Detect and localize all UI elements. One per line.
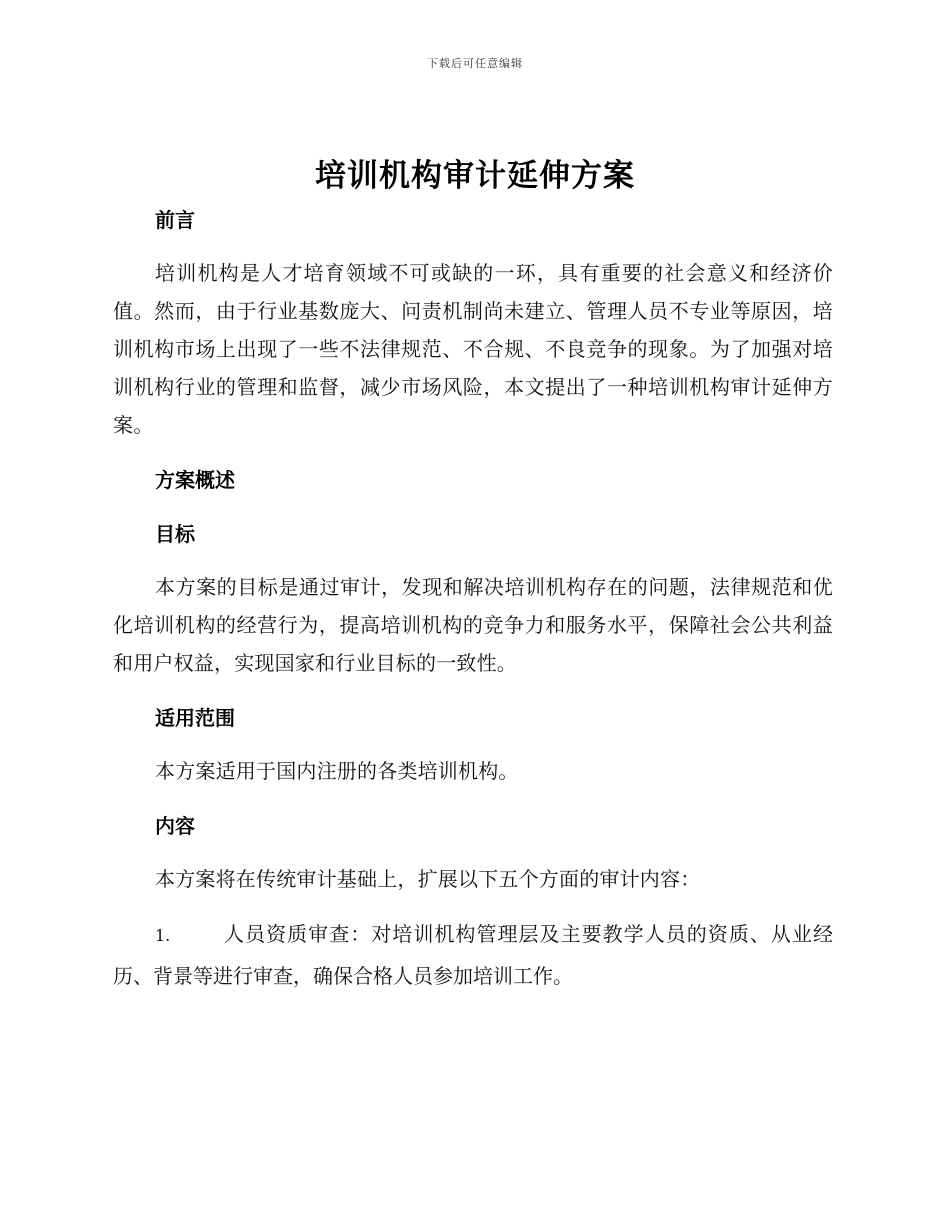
page-header-note: 下载后可任意编辑	[427, 57, 523, 70]
preface-paragraph: 培训机构是人才培育领域不可或缺的一环，具有重要的社会意义和经济价值。然而，由于行业基数庞大、问责机制尚未建立、管理人员不专业等原因，培训机构市场上出现了一些不法律规范、不合规、不良竞争的现象。为了加强对培训机构行业的管理和监督，减少市场风险，本文提出了一种培训机构审计延伸方案。	[113, 261, 833, 437]
goal-paragraph: 本方案的目标是通过审计，发现和解决培训机构存在的问题，法律规范和优化培训机构的经营行为，提高培训机构的竞争力和服务水平，保障社会公共利益和用户权益，实现国家和行业目标的一致性。	[113, 575, 833, 675]
goal-heading: 目标	[155, 522, 195, 546]
document-title: 培训机构审计延伸方案	[315, 158, 635, 194]
list-item	[113, 914, 833, 996]
list-item-number: 1.	[155, 926, 171, 945]
scope-paragraph: 本方案适用于国内注册的各类培训机构。	[155, 759, 519, 783]
preface-heading: 前言	[155, 208, 195, 232]
content-heading: 内容	[155, 814, 195, 838]
document-body	[113, 200, 833, 996]
overview-heading: 方案概述	[155, 468, 235, 492]
scope-heading: 适用范围	[155, 706, 235, 730]
list-item-text: 人员资质审查：对培训机构管理层及主要教学人员的资质、从业经历、背景等进行审查，确保合格人员参加培训工作。	[113, 922, 833, 988]
content-intro-paragraph: 本方案将在传统审计基础上，扩展以下五个方面的审计内容：	[155, 867, 701, 891]
